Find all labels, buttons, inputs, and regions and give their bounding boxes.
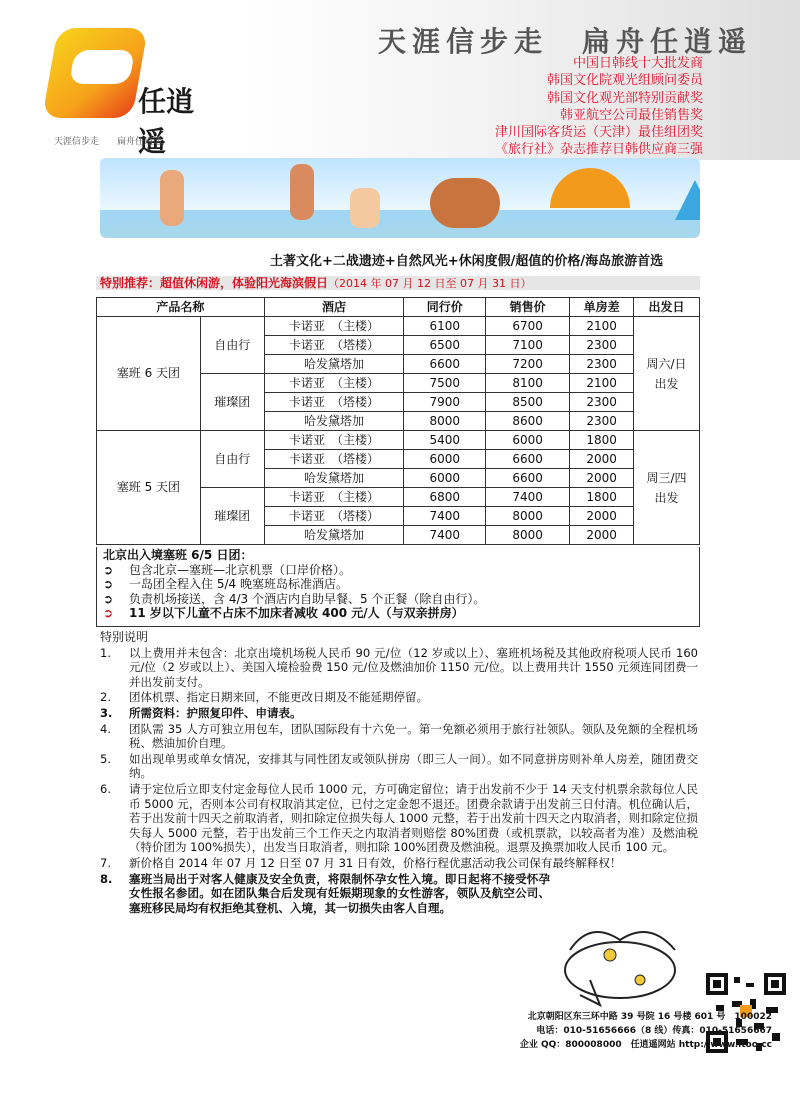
single-supplement-cell: 2000 xyxy=(570,469,634,488)
note-item: 6. 请于定位后立即支付定金每位人民币 1000 元，方可确定留位；请于出发前不少于 14 天支付机票余款每位人民币 5000 元，否则本公司有权取消其定位，已付之定金恕不退还。团费余款请于出发前三日付清。机位确认后，若于出发前十四天之前取消者，则扣除定位损失每人 1000 元整，若于出发前十四天之内取消者，则扣除定位损失每人 5000 元整，若于出发前三个工作天之内取消者则赔偿 80%团费（或机票款，以较高者为准）及燃油税（特价团为 100%损失），出发当日取消者，则扣除 100%团费及燃油税。退票及换票加收人民币 100 元。 xyxy=(100,781,698,855)
award-item: 韩国文化观光部特别贡献奖 xyxy=(546,90,703,106)
arrow-bullet-icon: ➲ xyxy=(103,562,114,577)
hotel-cell: 卡诺亚 （主楼） xyxy=(264,317,404,336)
special-label: 特别推荐：超值休闲游，体验阳光海滨假日 xyxy=(100,276,329,290)
sale-price-cell: 6700 xyxy=(486,317,570,336)
logo-name: 任逍遥 xyxy=(138,85,195,158)
award-item: 津川国际客货运（天津）最佳组团奖 xyxy=(494,125,703,141)
list-item-text: 包含北京—塞班—北京机票（口岸价格）。 xyxy=(129,562,352,577)
tour-type-cell: 自由行 xyxy=(200,431,264,488)
sale-price-cell: 6000 xyxy=(486,431,570,450)
note-item: 1. 以上费用并未包含：北京出境机场税人民币 90 元/位（12 岁或以上）、塞班机场税及其他政府税项人民币 160 元/位（2 岁或以上）、美国入境检验费 150 元/位及燃油加价 1150 元/位。以上费用共计 1550 元须连同团费一并出发前支付。 xyxy=(100,645,698,689)
sale-price-cell: 8000 xyxy=(486,507,570,526)
awards-list xyxy=(495,55,703,159)
single-supplement-cell: 2300 xyxy=(570,412,634,431)
col-header: 产品名称 xyxy=(97,298,265,317)
tour-type-cell: 自由行 xyxy=(200,317,264,374)
tagline: 土著文化+二战遗迹+自然风光+休闲度假/超值的价格/海岛旅游首选 xyxy=(270,254,664,269)
col-header: 销售价 xyxy=(486,298,570,317)
peer-price-cell: 6800 xyxy=(404,488,486,507)
hotel-cell: 卡诺亚 （塔楼） xyxy=(264,393,404,412)
peer-price-cell: 7400 xyxy=(404,526,486,545)
single-supplement-cell: 2100 xyxy=(570,374,634,393)
child-discount-item xyxy=(103,606,693,621)
note-item: 2. 团体机票、指定日期来回，不能更改日期及不能延期停留。 xyxy=(100,690,428,705)
single-supplement-cell: 2300 xyxy=(570,393,634,412)
peer-price-cell: 6000 xyxy=(404,450,486,469)
hotel-cell: 卡诺亚 （塔楼） xyxy=(264,336,404,355)
peer-price-cell: 6100 xyxy=(404,317,486,336)
sale-price-cell: 7200 xyxy=(486,355,570,374)
sale-price-cell: 8000 xyxy=(486,526,570,545)
departure-cell: 周三/四出发 xyxy=(634,431,700,545)
departure-cell: 周六/日出发 xyxy=(634,317,700,431)
arrow-bullet-icon: ➲ xyxy=(103,577,114,591)
note-item: 8. 塞班当局出于对客人健康及安全负责，将限制怀孕女性入境。即日起将不接受怀孕女性报名参团。如在团队集合后发现有妊娠期现象的女性游客，领队及航空公司、塞班移民局均有权拒绝其登机、入境，其一切损失由客人自理。 xyxy=(100,871,550,915)
mascot-illustration xyxy=(550,910,695,1010)
beach-banner-image xyxy=(100,158,700,238)
list-item xyxy=(103,563,693,578)
footer-contact xyxy=(452,1010,772,1052)
tour-type-cell: 璀璨团 xyxy=(200,488,264,545)
beach-figure xyxy=(350,188,380,228)
beach-figure xyxy=(160,170,184,226)
note-item: 7. 新价格自 2014 年 07 月 12 日至 07 月 31 日有效，价格行程优惠活动我公司保有最终解释权！ xyxy=(100,855,622,870)
price-table xyxy=(96,297,700,545)
award-item: 《旅行社》杂志推荐日韩供应商三强 xyxy=(494,142,703,158)
col-header: 出发日 xyxy=(634,298,700,317)
list-item-text: 一岛团全程入住 5/4 晚塞班岛标准酒店。 xyxy=(129,577,348,591)
footer-web: 企业 QQ：800008000 任逍遥网站 http://www.itoo.cc xyxy=(519,1040,772,1050)
sale-price-cell: 6600 xyxy=(486,450,570,469)
hotel-cell: 卡诺亚 （塔楼） xyxy=(264,507,404,526)
tent-icon xyxy=(675,180,700,220)
peer-price-cell: 7400 xyxy=(404,507,486,526)
footer-phone: 电话：010-51656666（8 线）传真：010-51656667 xyxy=(536,1026,772,1036)
list-item-text: 负责机场接送，含 4/3 个酒店内自助早餐、5 个正餐（除自由行）。 xyxy=(129,591,486,606)
single-supplement-cell: 2000 xyxy=(570,526,634,545)
hotel-cell: 卡诺亚 （主楼） xyxy=(264,374,404,393)
special-notes xyxy=(100,630,698,916)
company-logo xyxy=(50,28,220,158)
single-supplement-cell: 2300 xyxy=(570,355,634,374)
sale-price-cell: 7400 xyxy=(486,488,570,507)
sale-price-cell: 7100 xyxy=(486,336,570,355)
child-discount-text: 11 岁以下儿童不占床不加床者减收 400 元/人（与双亲拼房） xyxy=(129,606,464,620)
single-supplement-cell: 2000 xyxy=(570,450,634,469)
award-item: 韩亚航空公司最佳销售奖 xyxy=(559,107,703,123)
slogan: 天涯信步走 扁舟任逍遥 xyxy=(377,25,752,58)
peer-price-cell: 8000 xyxy=(404,412,486,431)
peer-price-cell: 7500 xyxy=(404,374,486,393)
note-item: 5. 如出现单男或单女情况，安排其与同性团友或领队拼房（即三人一间）。如不同意拼房则补单人房差，随团费交纳。 xyxy=(100,751,698,781)
beach-figure xyxy=(290,164,314,220)
beach-figure xyxy=(430,178,500,228)
single-supplement-cell: 2100 xyxy=(570,317,634,336)
page-header xyxy=(0,0,800,160)
hotel-cell: 卡诺亚 （主楼） xyxy=(264,488,404,507)
arrow-bullet-icon: ➲ xyxy=(103,591,114,606)
single-supplement-cell: 2300 xyxy=(570,336,634,355)
note-item: 4. 团队需 35 人方可独立用包车，团队国际段有十六免一。第一免额必须用于旅行社领队。领队及免额的全程机场税、燃油加价自理。 xyxy=(100,721,698,751)
product-name-cell: 塞班 5 天团 xyxy=(97,431,201,545)
arrow-bullet-icon: ➲ xyxy=(103,606,114,620)
col-header: 单房差 xyxy=(570,298,634,317)
special-dates: （2014 年 07 月 12 日至 07 月 31 日） xyxy=(328,277,532,290)
col-header: 酒店 xyxy=(264,298,404,317)
notes-title: 特别说明 xyxy=(100,630,149,644)
table-header-row xyxy=(97,298,700,317)
table-row xyxy=(97,431,700,450)
single-supplement-cell: 1800 xyxy=(570,431,634,450)
sale-price-cell: 6600 xyxy=(486,469,570,488)
single-supplement-cell: 2000 xyxy=(570,507,634,526)
hotel-cell: 哈发黛塔加 xyxy=(264,355,404,374)
sale-price-cell: 8100 xyxy=(486,374,570,393)
single-supplement-cell: 1800 xyxy=(570,488,634,507)
product-name-cell: 塞班 6 天团 xyxy=(97,317,201,431)
sale-price-cell: 8600 xyxy=(486,412,570,431)
award-item: 中国日韩线十大批发商 xyxy=(572,56,703,71)
peer-price-cell: 6000 xyxy=(404,469,486,488)
umbrella-icon xyxy=(550,168,630,208)
peer-price-cell: 6500 xyxy=(404,336,486,355)
award-item: 韩国文化院观光组顾问委员 xyxy=(546,73,703,89)
beijing-title: 北京出入境塞班 6/5 日团： xyxy=(103,548,253,562)
beijing-tour-box xyxy=(96,547,700,627)
hotel-cell: 哈发黛塔加 xyxy=(264,412,404,431)
peer-price-cell: 5400 xyxy=(404,431,486,450)
tour-type-cell: 璀璨团 xyxy=(200,374,264,431)
peer-price-cell: 6600 xyxy=(404,355,486,374)
logo-subtitle: 天涯信步走 扁舟任逍遥 xyxy=(54,137,163,147)
list-item xyxy=(103,577,693,592)
footer-address: 北京朝阳区东三环中路 39 号院 16 号楼 601 号 100022 xyxy=(527,1012,772,1022)
table-row xyxy=(97,317,700,336)
peer-price-cell: 7900 xyxy=(404,393,486,412)
special-recommendation xyxy=(96,276,700,290)
hotel-cell: 哈发黛塔加 xyxy=(264,469,404,488)
sale-price-cell: 8500 xyxy=(486,393,570,412)
col-header: 同行价 xyxy=(404,298,486,317)
hotel-cell: 哈发黛塔加 xyxy=(264,526,404,545)
note-item: 3. 所需资料：护照复印件、申请表。 xyxy=(100,705,302,720)
list-item xyxy=(103,592,693,607)
hotel-cell: 卡诺亚 （主楼） xyxy=(264,431,404,450)
hotel-cell: 卡诺亚 （塔楼） xyxy=(264,450,404,469)
